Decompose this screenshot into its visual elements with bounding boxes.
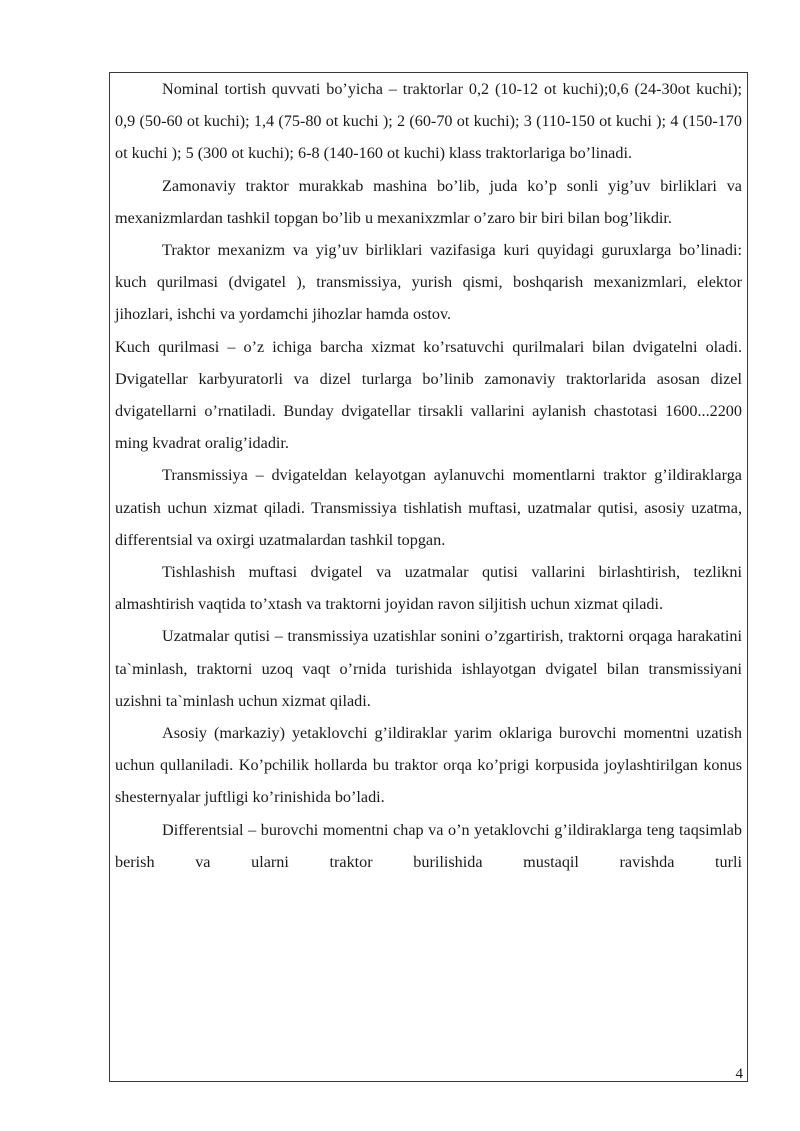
paragraph-gearbox: Uzatmalar qutisi – transmissiya uzatishlar sonini o’zgartirish, traktorni orqaga harakatini ta`minlash, traktorni uzoq vaqt o’rnida turishida ishlayotgan dvigatel bilan transmissiyani uzishni ta`minlash uchun xizmat qiladi.	[115, 627, 742, 710]
paragraph-modern-tractor: Zamonaviy traktor murakkab mashina bo’lib, juda ko’p sonli yig’uv birliklari va mexanizmlardan tashkil topgan bo’lib u mexanixzmlar o’zaro bir biri bilan bog’likdir.	[115, 176, 742, 227]
document-body	[115, 73, 742, 878]
paragraph-clutch: Tishlashish muftasi dvigatel va uzatmalar qutisi vallarini birlashtirish, tezlikni almashtirish vaqtida to’xtash va traktorni joyidan ravon siljitish uchun xizmat qiladi.	[115, 563, 742, 614]
paragraph-transmission: Transmissiya – dvigateldan kelayotgan aylanuvchi momentlarni traktor g’ildiraklarga uzatish uchun xizmat qiladi. Transmissiya tishlatish muftasi, uzatmalar qutisi, asosiy uzatma, differentsial va oxirgi uzatmalardan tashkil topgan.	[115, 466, 742, 549]
paragraph-tractor-groups: Traktor mexanizm va yig’uv birliklari vazifasiga kuri quyidagi guruxlarga bo’linadi: kuch qurilmasi (dvigatel ), transmissiya, yurish qismi, boshqarish mexanizmlari, elektor jihozlari, ishchi va yordamchi jihozlar hamda ostov.	[115, 241, 742, 324]
paragraph-main-drive: Asosiy (markaziy) yetaklovchi g’ildiraklar yarim oklariga burovchi momentni uzatish uchun qullaniladi. Ko’pchilik hollarda bu traktor orqa ko’prigi korpusida joylashtirilgan konus shesternyalar juftligi ko’rinishida bo’ladi.	[115, 724, 742, 807]
paragraph-traction-classes: Nominal tortish quvvati bo’yicha – traktorlar 0,2 (10-12 ot kuchi);0,6 (24-30ot kuchi); 0,9 (50-60 ot kuchi); 1,4 (75-80 ot kuchi ); 2 (60-70 ot kuchi); 3 (110-150 ot kuchi ); 4 (150-170 ot kuchi ); 5 (300 ot kuchi); 6-8 (140-160 ot kuchi) klass traktorlariga bo’linadi.	[115, 80, 742, 163]
page-number: 4	[735, 1066, 743, 1082]
paragraph-differential: Differentsial – burovchi momentni chap va o’n yetaklovchi g’ildiraklarga teng taqsimlab berish va ularni traktor burilishida mustaqil ravishda turli	[115, 820, 742, 871]
paragraph-power-unit: Kuch qurilmasi – o’z ichiga barcha xizmat ko’rsatuvchi qurilmalari bilan dvigatelni oladi. Dvigatellar karbyuratorli va dizel turlarga bo’linib zamonaviy traktorlarida asosan dizel dvigatellarni o’rnatiladi. Bunday dvigatellar tirsakli vallarini aylanish chastotasi 1600...2200 ming kvadrat oralig’idadir.	[115, 337, 742, 453]
